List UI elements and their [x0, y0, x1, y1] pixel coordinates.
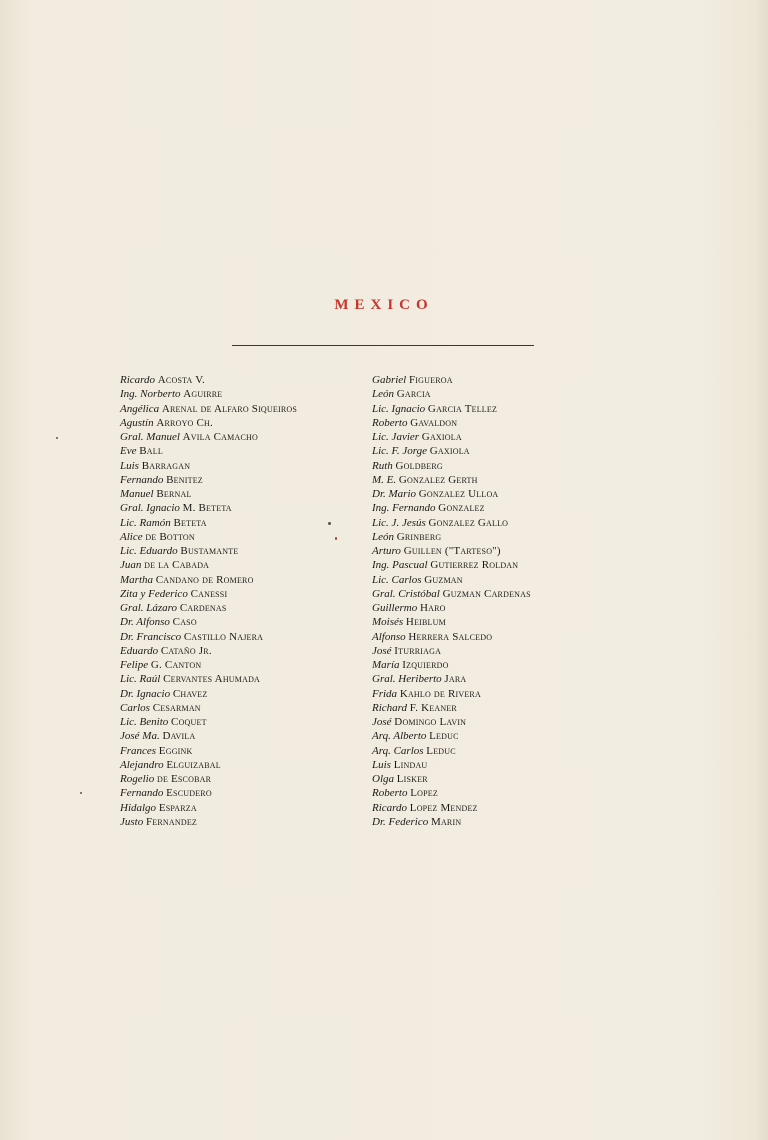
given-name: José — [372, 644, 392, 657]
surname: Lindau — [393, 758, 428, 771]
given-name: Ing. Norberto — [120, 388, 181, 401]
given-name: Alice — [120, 530, 143, 543]
surname: Leduc — [426, 744, 456, 757]
surname: de Botton — [145, 530, 195, 543]
name-entry — [372, 744, 572, 758]
name-entry — [372, 758, 572, 772]
name-entry — [120, 758, 380, 772]
surname: Esparza — [158, 801, 197, 814]
name-entry — [120, 615, 380, 629]
given-name: Angélica — [120, 402, 160, 415]
name-entry — [372, 544, 572, 558]
name-entry — [120, 672, 380, 686]
given-name: Felipe — [120, 659, 149, 671]
surname: Acosta V. — [157, 374, 205, 386]
given-name: Roberto — [372, 787, 408, 800]
name-entry — [120, 387, 380, 401]
given-name: Zita y Federico — [120, 587, 188, 600]
surname: Elguizabal — [166, 758, 221, 771]
title-rule — [232, 345, 534, 346]
surname: Gonzalez Gerth — [398, 473, 478, 486]
surname: Lisker — [396, 773, 428, 785]
given-name: Arq. Alberto — [372, 730, 427, 743]
given-name: Arturo — [372, 545, 401, 557]
given-name: Hidalgo — [120, 801, 157, 814]
given-name: Agustín — [120, 416, 154, 429]
surname: Caso — [172, 616, 197, 629]
surname: Bustamante — [180, 545, 239, 557]
given-name: María — [372, 659, 400, 671]
name-entry — [372, 558, 572, 572]
name-entry — [372, 530, 572, 544]
given-name: Alejandro — [120, 758, 164, 771]
given-name: León — [372, 530, 394, 543]
given-name: Manuel — [120, 488, 154, 500]
surname: Lopez Mendez — [409, 801, 478, 814]
name-entry — [372, 672, 572, 686]
name-entry — [120, 558, 380, 572]
name-entry — [120, 501, 380, 515]
surname: Iturriaga — [394, 644, 442, 657]
surname: Beteta — [173, 516, 207, 529]
given-name: Ricardo — [120, 374, 156, 386]
given-name: Lic. Benito — [120, 716, 169, 728]
right-name-column — [372, 373, 572, 829]
name-entry — [372, 701, 572, 715]
given-name: Gral. Manuel — [120, 431, 180, 443]
name-entry — [372, 687, 572, 701]
surname: Gavaldon — [410, 416, 458, 429]
surname: Davila — [162, 730, 196, 743]
surname: Arroyo Ch. — [156, 416, 213, 429]
name-entry — [120, 544, 380, 558]
paper-speck — [80, 792, 82, 794]
name-entry — [120, 801, 380, 815]
section-title: MEXICO — [334, 297, 434, 313]
given-name: Richard — [372, 701, 408, 714]
name-entry — [372, 729, 572, 743]
surname: Heiblum — [405, 616, 446, 629]
surname: Castillo Najera — [183, 630, 264, 643]
given-name: Lic. F. Jorge — [372, 445, 427, 458]
surname: Gaxiola — [421, 431, 462, 443]
name-entry — [120, 402, 380, 416]
surname: Figueroa — [408, 374, 453, 386]
paper-speck — [56, 437, 58, 439]
given-name: Moisés — [372, 616, 404, 629]
surname: Eggink — [158, 744, 193, 757]
given-name: Eve — [120, 445, 137, 458]
surname: Guzman — [424, 573, 463, 586]
surname: Escudero — [166, 787, 212, 800]
surname: Benitez — [166, 473, 203, 486]
name-entry — [120, 473, 380, 487]
name-entry — [120, 587, 380, 601]
paper-speck — [328, 522, 331, 525]
given-name: Dr. Francisco — [120, 630, 182, 643]
given-name: Juan — [120, 559, 142, 572]
paper-speck — [335, 537, 337, 540]
name-entry — [120, 573, 380, 587]
given-name: Justo — [120, 815, 144, 828]
given-name: Dr. Alfonso — [120, 616, 170, 629]
surname: Garcia Tellez — [427, 402, 498, 415]
name-entry — [372, 402, 572, 416]
given-name: Frances — [120, 744, 157, 757]
given-name: Eduardo — [120, 644, 159, 657]
name-entry — [372, 373, 572, 387]
name-entry — [120, 416, 380, 430]
surname: de la Cabada — [144, 559, 210, 572]
given-name: Ing. Fernando — [372, 502, 436, 515]
given-name: Gral. Heriberto — [372, 673, 442, 686]
given-name: Fernando — [120, 473, 164, 486]
surname: Canessi — [190, 587, 228, 600]
surname: de Escobar — [156, 773, 212, 785]
name-entry — [372, 786, 572, 800]
given-name: Lic. Raúl — [120, 673, 161, 686]
name-entry — [372, 615, 572, 629]
name-entry — [372, 459, 572, 473]
surname: Jara — [444, 673, 467, 686]
name-entry — [120, 430, 380, 444]
surname: Gutierrez Roldan — [430, 559, 519, 572]
given-name: M. E. — [372, 473, 397, 486]
name-entry — [372, 587, 572, 601]
surname: Cataño Jr. — [160, 644, 212, 657]
given-name: Guillermo — [372, 602, 418, 614]
given-name: Ruth — [372, 459, 393, 472]
name-entry — [120, 644, 380, 658]
surname: Avila Camacho — [182, 431, 258, 443]
name-entry — [372, 644, 572, 658]
given-name: Lic. Ignacio — [372, 402, 426, 415]
name-entry — [372, 444, 572, 458]
name-entry — [372, 387, 572, 401]
given-name: Gral. Ignacio — [120, 502, 180, 515]
given-name: Olga — [372, 773, 394, 785]
name-entry — [120, 487, 380, 501]
surname: Aguirre — [183, 388, 223, 401]
surname: Bernal — [156, 488, 192, 500]
surname: F. Keaner — [409, 701, 457, 714]
surname: M. Beteta — [182, 502, 232, 515]
surname: Fernandez — [145, 815, 198, 828]
name-entry — [120, 459, 380, 473]
given-name: Arq. Carlos — [372, 744, 424, 757]
given-name: Frida — [372, 687, 398, 700]
surname: Grinberg — [396, 530, 442, 543]
surname: Garcia — [396, 388, 431, 401]
name-entry — [120, 630, 380, 644]
given-name: Roberto — [372, 416, 408, 429]
left-name-column — [120, 373, 380, 829]
name-entry — [372, 487, 572, 501]
name-entry — [372, 573, 572, 587]
surname: Goldberg — [395, 459, 443, 472]
given-name: León — [372, 388, 394, 401]
given-name: Ing. Pascual — [372, 559, 428, 572]
name-entry — [372, 658, 572, 672]
name-entry — [372, 601, 572, 615]
given-name: Luis — [372, 758, 391, 771]
name-entry — [120, 687, 380, 701]
name-entry — [120, 729, 380, 743]
name-entry — [120, 658, 380, 672]
name-entry — [120, 601, 380, 615]
name-entry — [120, 786, 380, 800]
surname: Ball — [139, 445, 163, 458]
name-entry — [120, 701, 380, 715]
given-name: Dr. Ignacio — [120, 687, 171, 700]
given-name: Dr. Mario — [372, 488, 417, 500]
given-name: Lic. Javier — [372, 431, 420, 443]
surname: G. Canton — [150, 659, 202, 671]
given-name: Lic. J. Jesús — [372, 516, 426, 529]
given-name: Ricardo — [372, 801, 408, 814]
surname: Gonzalez — [438, 502, 485, 515]
surname: Cesarman — [152, 701, 201, 714]
given-name: Gral. Lázaro — [120, 602, 178, 614]
given-name: Martha — [120, 573, 153, 586]
name-entry — [120, 744, 380, 758]
given-name: Gral. Cristóbal — [372, 587, 440, 600]
surname: Izquierdo — [402, 659, 449, 671]
surname: Domingo Lavin — [394, 716, 467, 728]
surname: Gaxiola — [429, 445, 470, 458]
surname: Candano de Romero — [155, 573, 254, 586]
name-entry — [120, 373, 380, 387]
given-name: Gabriel — [372, 374, 407, 386]
name-entry — [120, 715, 380, 729]
given-name: Luis — [120, 459, 139, 472]
surname: Lopez — [410, 787, 438, 800]
surname: Gonzalez Ulloa — [418, 488, 499, 500]
given-name: Lic. Ramón — [120, 516, 171, 529]
name-entry — [372, 801, 572, 815]
surname: Cervantes Ahumada — [163, 673, 261, 686]
surname: Guillen ("Tarteso") — [403, 545, 501, 557]
name-entry — [120, 772, 380, 786]
surname: Barragan — [141, 459, 191, 472]
given-name: Dr. Federico — [372, 815, 429, 828]
given-name: Alfonso — [372, 630, 406, 643]
surname: Chavez — [172, 687, 208, 700]
surname: Coquet — [171, 716, 207, 728]
given-name: Fernando — [120, 787, 164, 800]
name-entry — [372, 430, 572, 444]
name-entry — [372, 715, 572, 729]
name-entry — [372, 815, 572, 829]
name-entry — [120, 815, 380, 829]
name-entry — [120, 516, 380, 530]
name-entry — [372, 516, 572, 530]
surname: Arenal de Alfaro Siqueiros — [161, 402, 298, 415]
name-entry — [372, 416, 572, 430]
given-name: Carlos — [120, 701, 150, 714]
surname: Herrera Salcedo — [408, 630, 493, 643]
page-edge — [756, 0, 768, 1140]
surname: Haro — [419, 602, 446, 614]
surname: Marin — [430, 815, 462, 828]
given-name: Lic. Carlos — [372, 573, 422, 586]
surname: Guzman Cardenas — [442, 587, 531, 600]
name-entry — [372, 630, 572, 644]
name-entry — [120, 530, 380, 544]
name-entry — [120, 444, 380, 458]
surname: Leduc — [429, 730, 459, 743]
given-name: Lic. Eduardo — [120, 545, 178, 557]
name-entry — [372, 772, 572, 786]
given-name: José Ma. — [120, 730, 160, 743]
given-name: Rogelio — [120, 773, 155, 785]
given-name: José — [372, 716, 392, 728]
surname: Kahlo de Rivera — [399, 687, 481, 700]
surname: Gonzalez Gallo — [428, 516, 509, 529]
name-entry — [372, 501, 572, 515]
name-entry — [372, 473, 572, 487]
surname: Cardenas — [179, 602, 227, 614]
